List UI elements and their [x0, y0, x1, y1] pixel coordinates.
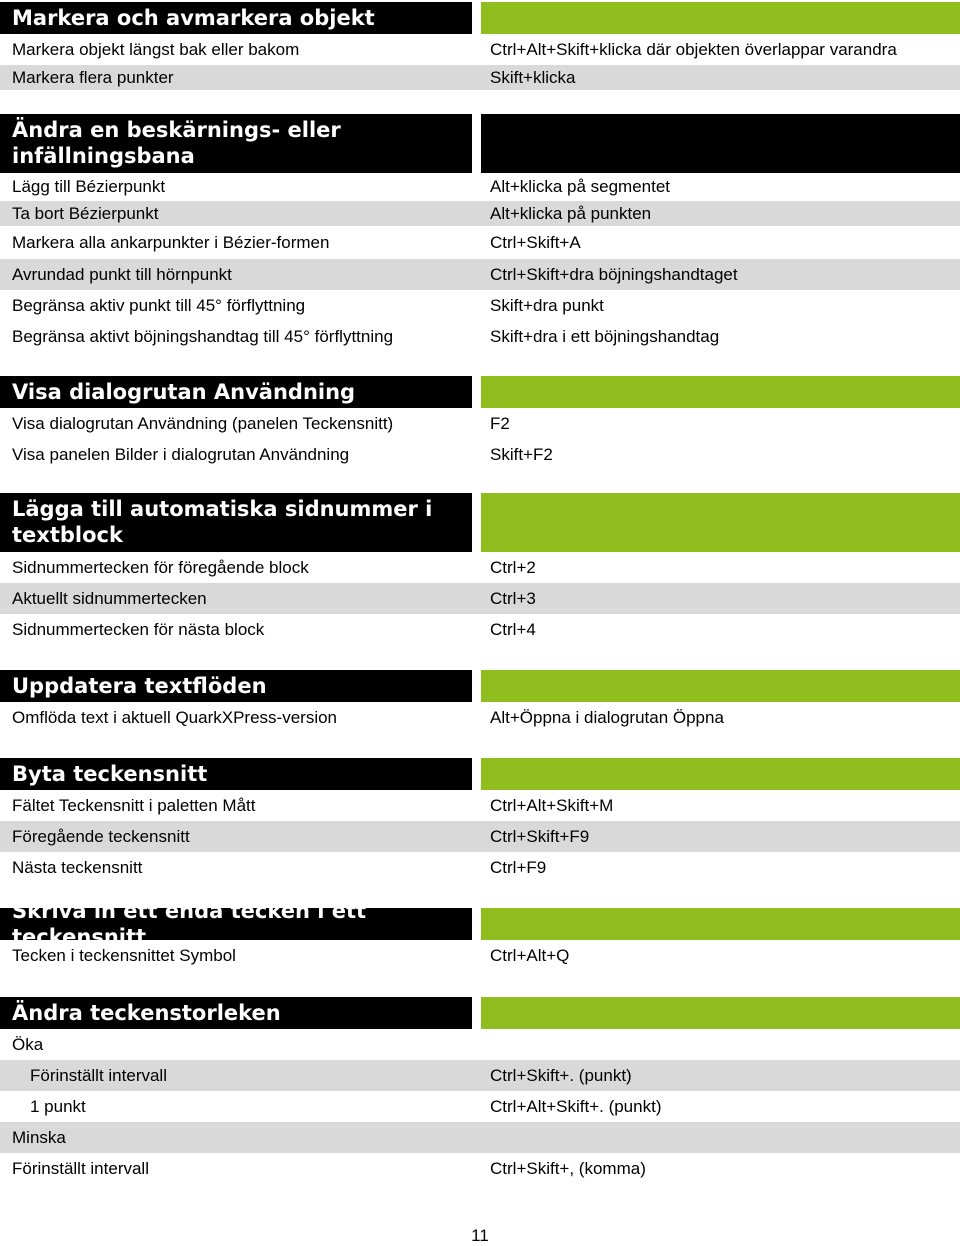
- shortcut-label: Ta bort Bézierpunkt: [12, 203, 159, 223]
- shortcut-label: Förinställt intervall: [12, 1158, 149, 1178]
- shortcut-row: [0, 1122, 960, 1153]
- section-header: [0, 758, 960, 790]
- section-header: [0, 670, 960, 702]
- shortcut-keys: Ctrl+Alt+Skift+. (punkt): [490, 1096, 662, 1116]
- section-title: Skriva in ett enda tecken i ett teckensnitt: [0, 908, 472, 940]
- shortcut-row: [0, 290, 960, 321]
- section-title: Uppdatera textflöden: [0, 670, 472, 702]
- shortcut-label: Sidnummertecken för föregående block: [12, 557, 309, 577]
- shortcut-row: [0, 34, 960, 65]
- shortcut-keys: Ctrl+Skift+F9: [490, 826, 590, 846]
- shortcut-label: Visa dialogrutan Användning (panelen Teckensnitt): [12, 413, 394, 433]
- shortcut-label: Omflöda text i aktuell QuarkXPress-version: [12, 707, 338, 727]
- shortcut-keys: Skift+dra i ett böjningshandtag: [490, 326, 720, 346]
- shortcut-keys: F2: [490, 413, 510, 433]
- section-title: Markera och avmarkera objekt: [0, 2, 472, 34]
- shortcut-label: Lägg till Bézierpunkt: [12, 177, 166, 196]
- shortcut-row: [0, 321, 960, 352]
- shortcut-row: [0, 65, 960, 90]
- shortcut-label: Nästa teckensnitt: [12, 857, 143, 877]
- shortcut-label: Avrundad punkt till hörnpunkt: [12, 264, 232, 284]
- section-header: [0, 114, 960, 173]
- section-title: Ändra teckenstorleken: [0, 997, 472, 1029]
- header-accent: [481, 2, 960, 34]
- shortcut-row: [0, 583, 960, 614]
- shortcut-label: 1 punkt: [30, 1096, 86, 1116]
- shortcut-row: [0, 614, 960, 645]
- header-accent: [481, 908, 960, 940]
- shortcut-keys: Alt+Öppna i dialogrutan Öppna: [490, 707, 724, 727]
- shortcut-label: Fältet Teckensnitt i paletten Mått: [12, 795, 256, 815]
- shortcut-keys: Ctrl+2: [490, 557, 536, 577]
- shortcut-label: Markera objekt längst bak eller bakom: [12, 39, 300, 59]
- section-title: Byta teckensnitt: [0, 758, 472, 790]
- shortcut-label: Visa panelen Bilder i dialogrutan Användning: [12, 444, 350, 464]
- shortcut-row: [0, 940, 960, 971]
- shortcut-label: Tecken i teckensnittet Symbol: [12, 945, 236, 965]
- section-header: [0, 899, 960, 949]
- section-change-font: [0, 758, 960, 883]
- page-number: 11: [471, 1226, 489, 1245]
- shortcut-row: [0, 173, 960, 201]
- section-title: Visa dialogrutan Användning: [0, 376, 472, 408]
- shortcut-label: Sidnummertecken för nästa block: [12, 619, 265, 639]
- shortcut-keys: Alt+klicka på punkten: [490, 203, 652, 223]
- section-header: [0, 2, 960, 34]
- section-title: Ändra en beskärnings- eller infällningsbana: [0, 114, 472, 173]
- shortcut-keys: Alt+klicka på segmentet: [490, 177, 671, 196]
- shortcut-row: [0, 821, 960, 852]
- section-usage-dialog: [0, 376, 960, 470]
- shortcut-keys: Ctrl+4: [490, 619, 536, 639]
- header-accent: [481, 670, 960, 702]
- shortcut-row: [0, 552, 960, 583]
- shortcut-row: [0, 790, 960, 821]
- header-accent: [481, 493, 960, 552]
- shortcut-keys: Ctrl+Alt+Skift+M: [490, 795, 614, 815]
- shortcut-label: Markera alla ankarpunkter i Bézier-formen: [12, 232, 330, 252]
- header-accent: [481, 114, 960, 173]
- shortcut-keys: Ctrl+F9: [490, 857, 547, 877]
- shortcut-row: [0, 1029, 960, 1060]
- section-title: Lägga till automatiska sidnummer i textblock: [0, 493, 472, 552]
- shortcut-keys: Skift+dra punkt: [490, 295, 604, 315]
- shortcut-keys: Skift+F2: [490, 444, 553, 464]
- shortcut-keys: Ctrl+Skift+. (punkt): [490, 1065, 632, 1085]
- shortcut-row: [0, 439, 960, 470]
- shortcut-keys: Skift+klicka: [490, 67, 576, 87]
- shortcut-keys: Ctrl+3: [490, 588, 536, 608]
- shortcut-keys: Ctrl+Skift+dra böjningshandtaget: [490, 264, 738, 284]
- shortcut-keys: Ctrl+Alt+Skift+klicka där objekten överlappar varandra: [490, 39, 897, 59]
- section-header: [0, 376, 960, 408]
- shortcut-row: [0, 201, 960, 226]
- shortcut-label: Markera flera punkter: [12, 67, 174, 87]
- header-accent: [481, 376, 960, 408]
- section-header: [0, 997, 960, 1029]
- shortcut-keys: Ctrl+Skift+A: [490, 232, 581, 252]
- shortcut-label: Föregående teckensnitt: [12, 826, 190, 846]
- shortcut-keys: Ctrl+Alt+Q: [490, 945, 570, 965]
- shortcut-row: [0, 852, 960, 883]
- shortcut-label: Öka: [12, 1034, 44, 1054]
- section-text-flow: [0, 670, 960, 733]
- section-select-objects: [0, 2, 960, 90]
- section-page-numbers: [0, 493, 960, 645]
- section-header: [0, 493, 960, 552]
- shortcut-label: Begränsa aktivt böjningshandtag till 45° förflyttning: [12, 326, 394, 346]
- shortcut-row: [0, 702, 960, 733]
- shortcut-row: [0, 1153, 960, 1184]
- shortcut-label: Begränsa aktiv punkt till 45° förflyttning: [12, 295, 306, 315]
- section-single-character: [0, 899, 960, 971]
- shortcut-label: Förinställt intervall: [30, 1065, 167, 1085]
- shortcut-row: [0, 226, 960, 259]
- shortcut-row: [0, 259, 960, 290]
- section-edit-clipping-path: [0, 114, 960, 352]
- header-accent: [481, 997, 960, 1029]
- shortcut-keys: Ctrl+Skift+, (komma): [490, 1158, 646, 1178]
- shortcut-label: Aktuellt sidnummertecken: [12, 588, 207, 608]
- shortcut-row: [0, 408, 960, 439]
- shortcut-row: [0, 1060, 960, 1091]
- shortcut-row: [0, 1091, 960, 1122]
- shortcut-label: Minska: [12, 1127, 66, 1147]
- header-accent: [481, 758, 960, 790]
- section-font-size: [0, 997, 960, 1184]
